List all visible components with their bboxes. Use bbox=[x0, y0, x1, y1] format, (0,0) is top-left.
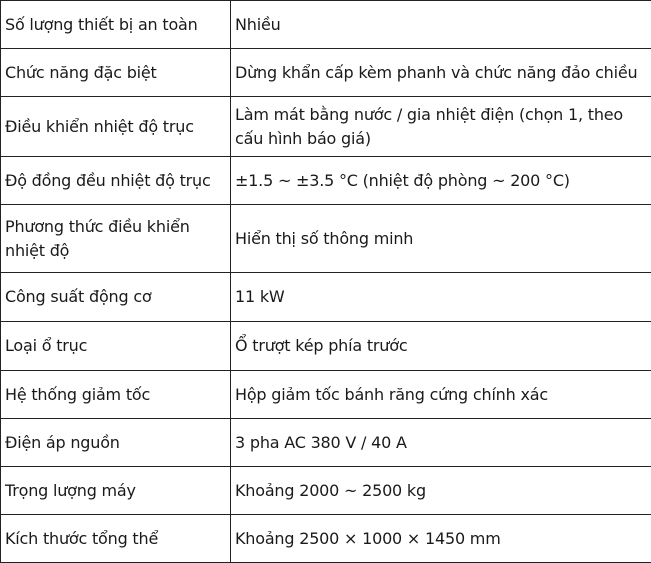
table-row bbox=[1, 322, 651, 371]
spec-label: Số lượng thiết bị an toàn bbox=[1, 1, 231, 49]
spec-label: Hệ thống giảm tốc bbox=[1, 371, 231, 419]
spec-value: 11 kW bbox=[231, 273, 651, 322]
table-row bbox=[1, 205, 651, 273]
spec-value: Dừng khẩn cấp kèm phanh và chức năng đảo chiều bbox=[231, 49, 651, 97]
spec-value: Hiển thị số thông minh bbox=[231, 205, 651, 273]
spec-value: ±1.5 ~ ±3.5 °C (nhiệt độ phòng ~ 200 °C) bbox=[231, 157, 651, 205]
spec-label: Loại ổ trục bbox=[1, 322, 231, 371]
table-row bbox=[1, 157, 651, 205]
table-row bbox=[1, 97, 651, 157]
spec-label: Điện áp nguồn bbox=[1, 419, 231, 467]
table-row bbox=[1, 49, 651, 97]
spec-value: Khoảng 2000 ~ 2500 kg bbox=[231, 467, 651, 515]
table-row bbox=[1, 1, 651, 49]
spec-value: Nhiều bbox=[231, 1, 651, 49]
spec-value: Ổ trượt kép phía trước bbox=[231, 322, 651, 371]
spec-label: Phương thức điều khiển nhiệt độ bbox=[1, 205, 231, 273]
spec-label: Công suất động cơ bbox=[1, 273, 231, 322]
spec-value: Hộp giảm tốc bánh răng cứng chính xác bbox=[231, 371, 651, 419]
spec-value: 3 pha AC 380 V / 40 A bbox=[231, 419, 651, 467]
table-row bbox=[1, 273, 651, 322]
spec-label: Trọng lượng máy bbox=[1, 467, 231, 515]
table-row bbox=[1, 419, 651, 467]
table-row bbox=[1, 467, 651, 515]
spec-value: Làm mát bằng nước / gia nhiệt điện (chọn 1, theo cấu hình báo giá) bbox=[231, 97, 651, 157]
spec-label: Điều khiển nhiệt độ trục bbox=[1, 97, 231, 157]
spec-label: Chức năng đặc biệt bbox=[1, 49, 231, 97]
table-row bbox=[1, 515, 651, 563]
spec-value: Khoảng 2500 × 1000 × 1450 mm bbox=[231, 515, 651, 563]
spec-label: Độ đồng đều nhiệt độ trục bbox=[1, 157, 231, 205]
spec-label: Kích thước tổng thể bbox=[1, 515, 231, 563]
table-row bbox=[1, 371, 651, 419]
